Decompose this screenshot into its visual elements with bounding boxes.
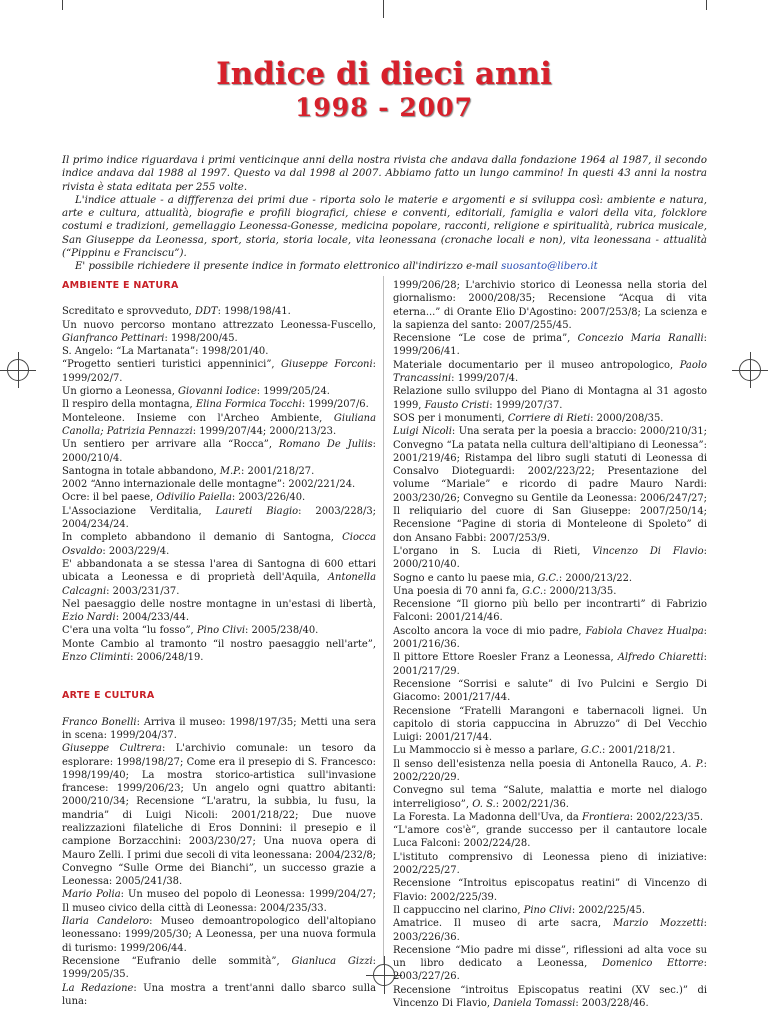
list-item: Recensione “Sorrisi e salute” di Ivo Pulcini e Sergio Di Giacomo: 2001/217/44. [393,678,707,704]
list-item: S. Angelo: “La Martanata”: 1998/201/40. [62,346,269,358]
list-item: Il pittore Ettore Roesler Franz a Leonessa, Alfredo Chiaretti: 2001/217/29. [393,652,708,677]
intro-paragraph-2: L'indice attuale - a diffferenza dei primi due - riporta solo le materie e argomenti e si sviluppa così: ambiente e natura, arte e cultura, attualità, biografie e profili biografici, chiese e conventi, editoriali, famiglia e valori della vita, folcklore costumi e tradizioni, gemellaggio Leonessa-Gonesse, medicina popolare, racconti, religione e spiritualità, rubrica musicale, San Giuseppe da Leonessa, sport, storia, storia locale, vita leonessana (cronache locali e non), vita leonessana - attualità (“Pippinu e Franciscu”). [62,194,707,260]
registration-mark-right [732,352,768,388]
list-item: L'Associazione Verditalia, Laureti Biagio: 2003/228/3; 2004/234/24. [62,505,376,531]
section-heading-ambiente: AMBIENTE E NATURA [62,280,179,291]
list-item: La Redazione: Una mostra a trent'anni dallo sbarco sulla luna: [62,982,376,1007]
list-item: Il senso dell'esistenza nella poesia di Antonella Rauco, A. P.: 2002/220/29. [393,758,707,783]
list-item: Lu Mammoccio si è messo a parlare, G.C.: 2001/218/21. [393,745,676,757]
list-item: Recensione “Introitus episcopatus reatini” di Vincenzo di Flavio: 2002/225/39. [393,878,707,903]
list-item: In completo abbandono il demanio di Santogna, Ciocca Osvaldo: 2003/229/4. [62,532,376,557]
list-item: “Progetto sentieri turistici appenninici”, Giuseppe Forconi: 1999/202/7. [62,359,376,384]
intro-paragraph-3 [62,260,707,273]
list-item: Recensione “Le cose de prima”, Concezio Maria Ranalli: 1999/206/41. [393,333,707,358]
section-heading-arte: ARTE E CULTURA [62,690,155,702]
list-item: Recensione “Mio padre mi disse”, riflessioni ad alta voce su un libro dedicato a Leonessa, Domenico Ettorre: 2003/227/26. [393,944,707,983]
intro-text [62,154,707,274]
list-item: La Foresta. La Madonna dell'Uva, da Frontiera: 2002/223/35. [393,811,704,823]
list-item: Materiale documentario per il museo antropologico, Paolo Trancassini: 1999/207/4. [393,359,707,385]
list-item: Recensione “introitus Episcopatus reatini (XV sec.)” di Vincenzo Di Flavio, Daniela Tomassi: 2003/228/46. [393,984,707,1010]
list-item: Screditato e sprovveduto, DDT: 1998/198/41. [62,306,291,318]
intro-paragraph-1: Il primo indice riguardava i primi venticinque anni della nostra rivista che andava dalla fondazione 1964 al 1987, il secondo indice andava dal 1988 al 1997. Questo va dal 1998 al 2007. Abbiamo fatto un lungo cammino! In questi 43 anni la nostra rivista è stata editata per 255 volte. [62,155,707,193]
list-item: Amatrice. Il museo di arte sacra, Marzio Mozzetti: 2003/226/36. [393,918,707,943]
list-item: Il cappuccino nel clarino, Pino Clivi: 2002/225/45. [393,904,646,916]
list-item: Monte Cambio al tramonto “il nostro paesaggio nell'arte”, Enzo Climinti: 2006/248/19. [62,638,376,664]
right-column [393,279,707,1010]
list-item: Mario Polia: Un museo del popolo di Leonessa: 1999/204/27; Il museo civico della città di Leonessa: 2004/235/33. [62,889,377,914]
list-item: Ocre: il bel paese, Odivilio Paiella: 2003/226/40. [62,492,306,504]
list-item: 1999/206/28; L'archivio storico di Leonessa nella storia del giornalismo: 2000/208/35; Recensione “Acqua di vita eterna...” di Orante Elio D'Agostino: 2007/253/8; La scienza e la sapienza del santo: 2007/255/45. [393,280,707,331]
list-item: Convegno sul tema “Salute, malattia e morte nel dialogo interreligioso”, O. S.: 2002/221/36. [393,785,707,810]
list-item: Franco Bonelli: Arriva il museo: 1998/197/35; Metti una sera in scena: 1999/204/37. [62,716,376,741]
list-item: Un nuovo percorso montano attrezzato Leonessa-Fuscello, Gianfranco Pettinari: 1998/200/45. [62,319,376,344]
list-item: Santogna in totale abbandono, M.P.: 2001/218/27. [62,465,315,477]
list-item: Monteleone. Insieme con l'Archeo Ambiente, Giuliana Canolla; Patrizia Pennazzi: 1999/207/44; 2000/213/23. [62,412,376,437]
left-column [62,279,376,1008]
list-item: Nel paesaggio delle nostre montagne in un'estasi di libertà, Ezio Nardi: 2004/233/44. [62,598,376,624]
crop-mark-top-center [383,0,384,18]
registration-mark-left [0,352,36,388]
crop-mark-top-right [706,0,707,10]
list-item: Ilaria Candeloro: Museo demoantropologico dell'altopiano leonessano: 1999/205/30; A Leonessa, per una nuova formula di turismo: 1999/206/44. [62,916,377,954]
list-item: Sogno e canto lu paese mia, G.C.: 2000/213/22. [393,572,633,584]
page-subtitle-years: 1998 - 2007 [295,93,473,122]
list-item: Recensione “Eufranio delle sommità”, Gianluca Gizzi: 1999/205/35. [62,955,377,981]
list-item: Relazione sullo sviluppo del Piano di Montagna al 31 agosto 1999, Fausto Cristi: 1999/207/37. [393,386,707,411]
list-item: “L'amore cos'è”, grande successo per il cantautore locale Luca Falconi: 2002/224/28. [393,825,707,850]
list-item: 2002 “Anno internazionale delle montagne”: 2002/221/24. [62,479,356,491]
list-item: Un giorno a Leonessa, Giovanni Iodice: 1999/205/24. [62,386,330,398]
list-item: Recensione “Fratelli Marangoni e tabernacoli lignei. Un capitolo di storia cappuccina in Abruzzo” di Del Vecchio Luigi: 2001/217/44. [393,705,707,744]
list-item: Il respiro della montagna, Elina Formica Tocchi: 1999/207/6. [62,399,369,411]
list-item: Recensione “Il giorno più bello per incontrarti” di Fabrizio Falconi: 2001/214/46. [393,599,707,624]
list-item: L'istituto comprensivo di Leonessa pieno di iniziative: 2002/225/27. [393,851,707,877]
page-title: Indice di dieci anni [216,56,552,92]
list-item: L'organo in S. Lucia di Rieti, Vincenzo Di Flavio: 2000/210/40. [393,545,707,571]
crop-mark-top-left [62,0,63,10]
intro-paragraph-3-text: E' possibile richiedere il presente indice in formato elettronico all'indirizzo e-mail [75,261,502,273]
list-item: Giuseppe Cultrera: L'archivio comunale: un tesoro da esplorare: 1998/198/27; Come era il presepio di S. Francesco: 1998/199/40; La mostra storico-artistica sull'invasione francese: 1999/206/23; Un angelo ogni quattro abitanti: 2000/210/34; Recensione “L'aratru, la subbia, lu fusu, la mandria” di Luigi Nicoli: 2001/218/22; Due nuove realizzazioni filateliche di Eros Donnini: il presepio e il campione Borzacchini: 2003/230/27; Una nuova opera di Mauro Zelli. I primi due secoli di vita leonessana: 2004/232/8; Convegno “Sulle Orme dei Bianchi”, un successo grazie a Leonessa: 2005/241/38. [62,743,376,888]
email-link[interactable]: suosanto@libero.it [501,261,598,273]
list-item: E' abbandonata a se stessa l'area di Santogna di 600 ettari ubicata a Leonessa e di proprietà dell'Aquila, Antonella Calcagni: 2003/231/37. [62,558,376,597]
list-item: SOS per i monumenti, Corriere di Rieti: 2000/208/35. [393,412,664,424]
list-item: Ascolto ancora la voce di mio padre, Fabiola Chavez Hualpa: 2001/216/36. [393,625,707,651]
column-divider [383,276,384,964]
list-item: C'era una volta “lu fosso”, Pino Clivi: 2005/238/40. [62,625,319,637]
list-item: Un sentiero per arrivare alla “Rocca”, Romano De Juliis: 2000/210/4. [62,439,376,464]
list-item: Una poesia di 70 anni fa, G.C.: 2000/213/35. [393,585,617,597]
list-item: Luigi Nicoli: Una serata per la poesia a braccio: 2000/210/31; Convegno “La patata nella cultura dell'altipiano di Leonessa”: 2001/219/46; Ristampa del libro sugli statuti di Leonessa di Consalvo Dioteguardi: 2002/223/22; Presentazione del volume “Mariale” e ricordo di padre Mauro Nardi: 2003/230/26; Convegno su Gentile da Leonessa: 2006/247/27; Il reliquiario del cuore di San Giuseppe: 2007/250/14; Recensione “Pagine di storia di Monteleone di Spoleto” di don Ansano Fabbi: 2007/253/9. [393,426,707,544]
